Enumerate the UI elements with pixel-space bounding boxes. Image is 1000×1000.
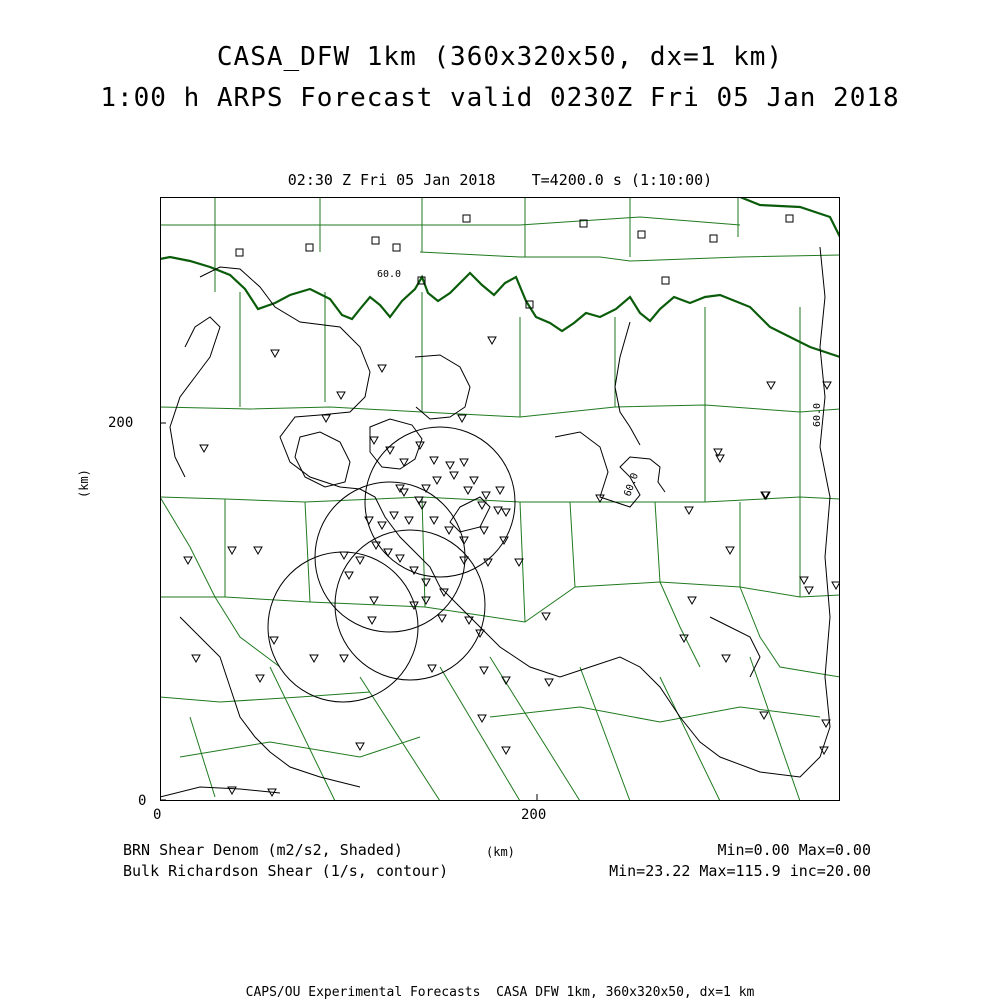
legend-shaded-label: BRN Shear Denom (m2/s2, Shaded) <box>123 841 403 859</box>
valid-time-subtitle: 02:30 Z Fri 05 Jan 2018 T=4200.0 s (1:10:00) <box>287 171 713 189</box>
shaded-stats: Min=0.00 Max=0.00 <box>717 841 871 859</box>
station-markers <box>184 215 840 796</box>
bulk-richardson-contours <box>160 247 830 797</box>
contour-label-3: 60.0 <box>812 402 823 427</box>
x-tick-200: 200 <box>521 807 547 823</box>
x-axis-label: (km) <box>486 845 515 859</box>
y-axis-label: (km) <box>77 469 91 498</box>
contour-stats: Min=23.22 Max=115.9 inc=20.00 <box>609 862 871 880</box>
contour-label-1: 60.0 <box>377 269 402 280</box>
title-line-1: CASA_DFW 1km (360x320x50, dx=1 km) <box>216 42 784 72</box>
y-tick-0: 0 <box>138 793 147 809</box>
y-tick-200: 200 <box>108 415 134 431</box>
footer-credit: CAPS/OU Experimental Forecasts CASA DFW 1km, 360x320x50, dx=1 km <box>245 985 755 1000</box>
title-line-2: 1:00 h ARPS Forecast valid 0230Z Fri 05 Jan 2018 <box>100 83 900 113</box>
axis-ticks <box>160 423 537 800</box>
forecast-map-plot <box>160 197 840 801</box>
legend-contour-label: Bulk Richardson Shear (1/s, contour) <box>123 862 449 880</box>
x-tick-0: 0 <box>153 807 162 823</box>
contour-label-2: 60.0 <box>622 471 642 499</box>
